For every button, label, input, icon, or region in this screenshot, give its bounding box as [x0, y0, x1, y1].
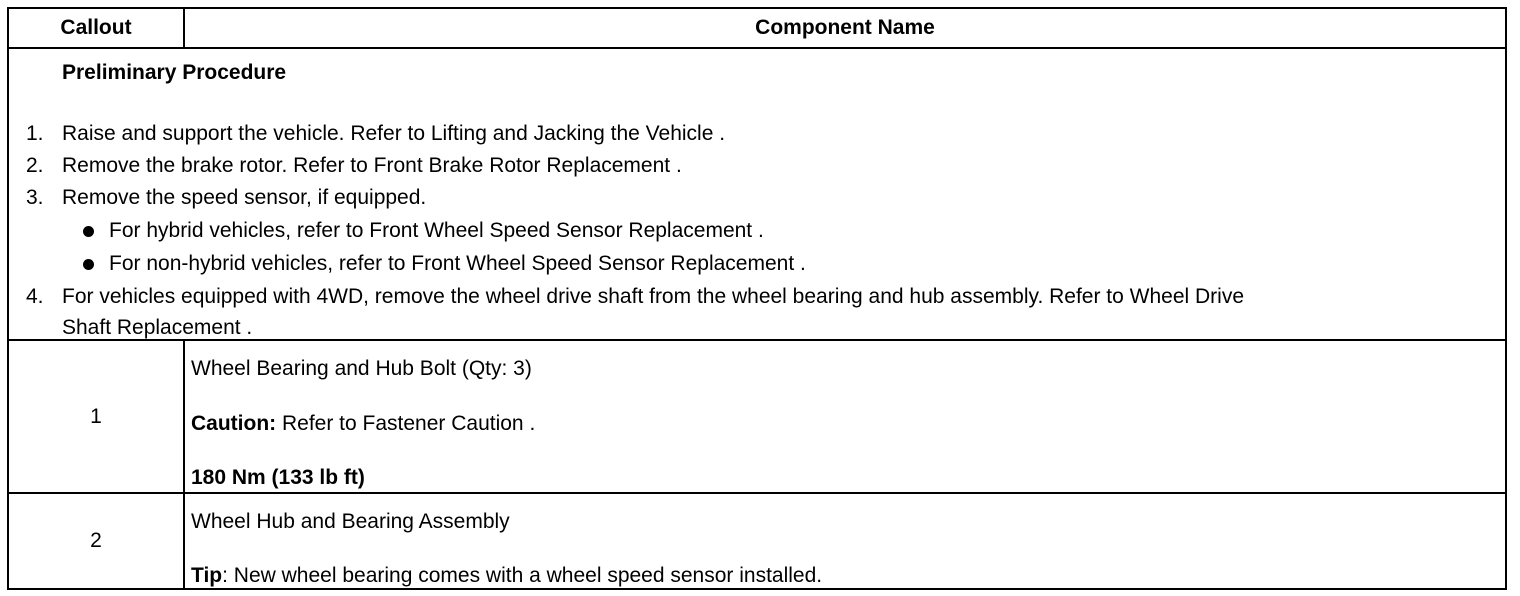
tip-label: Tip: [191, 564, 223, 587]
component-name-column-header: Component Name: [755, 16, 935, 39]
callout-number: 2: [9, 494, 185, 588]
preliminary-procedure-title: Preliminary Procedure: [62, 61, 287, 84]
preliminary-procedure-row: [9, 49, 1505, 341]
component-name: Wheel Hub and Bearing Assembly: [191, 510, 510, 533]
step-number: 2.: [26, 154, 44, 177]
step-text: For vehicles equipped with 4WD, remove the wheel drive shaft from the wheel bearing and hub assembly. Refer to Wheel Drive: [62, 285, 1245, 308]
tip-note: [191, 564, 822, 588]
table-row: [9, 341, 1505, 494]
step-text: Remove the brake rotor. Refer to Front Brake Rotor Replacement .: [62, 154, 682, 177]
bullet-text: For non-hybrid vehicles, refer to Front Wheel Speed Sensor Replacement .: [109, 252, 806, 275]
callout-number: 1: [9, 341, 185, 492]
procedure-step-4-continued: [62, 313, 252, 343]
table-row: [9, 494, 1505, 588]
callout-column-header: Callout: [9, 9, 185, 47]
step-number: 4.: [26, 285, 44, 308]
caution-label: Caution:: [191, 412, 277, 435]
component-cell: [185, 494, 1505, 588]
bullet-text: For hybrid vehicles, refer to Front Wheel Speed Sensor Replacement .: [109, 219, 764, 242]
bullet-icon: [83, 259, 94, 270]
step-text: Remove the speed sensor, if equipped.: [62, 186, 427, 209]
step-number: 3.: [26, 186, 44, 209]
table-header-row: [9, 9, 1505, 49]
caution-note: [191, 412, 535, 436]
step-text-continued: Shaft Replacement .: [62, 316, 253, 339]
procedure-table: [7, 7, 1507, 590]
tip-text: : New wheel bearing comes with a wheel speed sensor installed.: [222, 564, 823, 587]
caution-text: Refer to Fastener Caution .: [276, 412, 536, 435]
component-name: Wheel Bearing and Hub Bolt (Qty: 3): [191, 357, 532, 380]
torque-spec: 180 Nm (133 lb ft): [191, 466, 365, 489]
step-number: 1.: [26, 122, 44, 145]
bullet-icon: [83, 226, 94, 237]
step-text: Raise and support the vehicle. Refer to Lifting and Jacking the Vehicle .: [62, 122, 726, 145]
component-cell: [185, 341, 1505, 492]
